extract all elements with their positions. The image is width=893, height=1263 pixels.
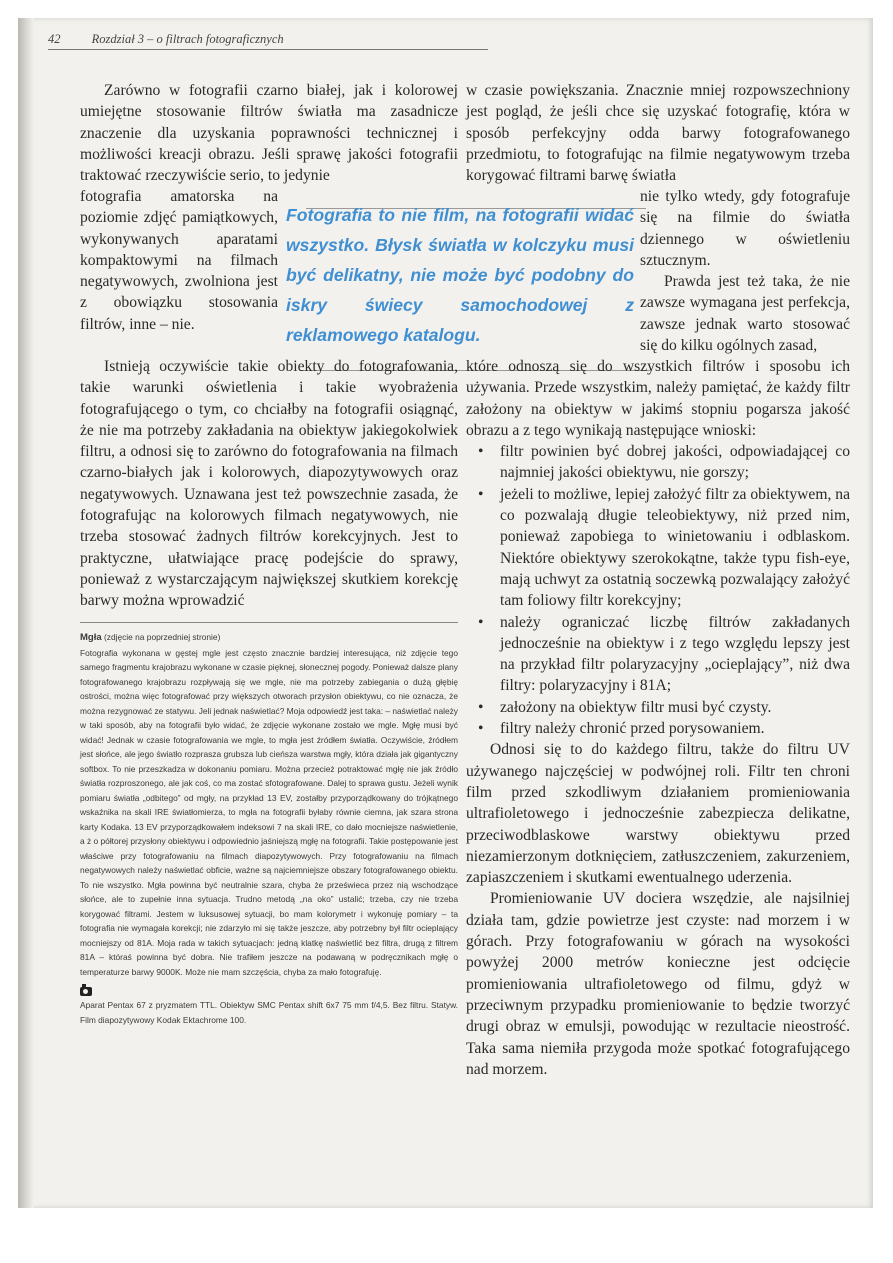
left-column-intro [80, 80, 458, 186]
list-item: • filtr powinien być dobrej jakości, odpowiadającej co najmniej jakości obiektywu, nie gorszy; [466, 441, 850, 484]
caption-divider [80, 622, 458, 623]
main-paragraph-right: które odnoszą się do wszystkich filtrów i sposobu ich używania. Przede wszystkim, należy pamiętać, że każdy filtr założony na obiektyw w jakimś stopniu pogarsza jakość obrazu a z tego wynikają następujące wnioski: [466, 358, 850, 439]
caption-text: Fotografia wykonana w gęstej mgle jest często znacznie bardziej interesująca, niż zdjęcie tego samego fragmentu krajobrazu wykonane w czasie pięknej, słonecznej pogody. Ponieważ dalsze plany fotografowanego krajobrazu rozpływają się we mgle, nie ma potrzeby zabiegania o dużą głębię ostrości, można więc fotografować przy większych otworach przysłon obiektywu, co nie oznacza, że można rezygnować ze statywu. Jeli jednak naświetlać? Moja odpowiedź jest taka: – naświetlać należy w taki sposób, aby na fotografii było widać, że zdjęcie wykonane zostało we mgle. Mgłę musi być widać! Jednak w czasie fotografowania we mgle, to mgła jest źródłem światła. Oczywiście, źródłem jest słońce, ale jego światło rozprasza grubsza lub cieńsza warstwa mgły, która działa jak gigantyczny softbox. To nie przeszkadza w dokonaniu pomiaru. Można przecież potraktować mgłę nie jak źródło światła rozproszonego, ale jak coś, co ma zostać sfotografowane. Dalej to sprawa gustu. Jeżeli wynik pomiaru światła „odbitego” od mgły, na przykład 13 EV, zostałby przyporządkowany do trójkątnego wskaźnika na skali IRE światłomierza, to mgła na fotografii byłaby równie ciemna, jak szara strona karty Kodaka. 13 EV przyporządkowałem indeksowi 7 na skali IRE, co dało mocniejsze naświetlenie, a ż o półtorej przysłony obiektywu i odpowiednio jaśniejszą mgłę na fotografii. Takie postępowanie jest właściwe przy fotografowaniu na filmach diapozytywowych. Przy fotografowaniu na filmach negatywowych należy naświetlać obficie, ważne są najciemniejsze obszary fotografowanego obiektu. To nie wszystko. Mgła powinna być neutralnie szara, chyba że prześwieca przez nią wschodzące słońce, ale to zupełnie inna sytuacja. Trudno metodą „na oko” ustalić; trzeba, czy nie trzeba korygować filtrami. Jestem w luksusowej sytuacji, bo mam kolorymetr i wykonuję pomiary – ta fotografia nie wymagała korekcji; nie zdarzyło mi się także jeszcze, aby potrzebny był filtr ocieplający mocniejszy od 81A. Moja rada w takich sytuacjach: jedną klatkę naświetlić bez filtra, drugą z filtrem 81A – któraś powinna być dobra. Nie trafiłem jeszcze na podawaną w podręcznikach mgłę o temperaturze barwy 9000K. Może nie mam szczęścia, chyba za mało fotografuję. [80, 647, 458, 977]
camera-icon [80, 987, 92, 996]
main-paragraph-left: Istnieją oczywiście takie obiekty do fotografowania, takie warunki oświetlenia i takie wyobrażenia fotografującego o tym, co chciałby na fotografii osiągnąć, że nie ma potrzeby zakładania na obiektyw jakiegokolwiek filtru, a odnosi się to zarówno do fotografowania na filmach czarno-białych jak i kolorowych, diapozytywowych oraz negatywowych. Uznawana jest też powszechnie zasada, że fotografując na kolorowych filmach negatywowych, nie trzeba stosować żadnych filtrów korekcyjnych. Jest to praktyczne, ułatwiające pracę podejście do sprawy, ponieważ z wystarczającym największej skutkiem korekcję barwy można wprowadzić [80, 358, 458, 610]
chapter-title: Rozdział 3 – o filtrach fotograficznych [91, 32, 284, 46]
right-wrap-text [640, 186, 850, 356]
list-item: • jeżeli to możliwe, lepiej założyć filtr za obiektywem, na co pozwalają długie teleobiektywy, niż przed nim, ponieważ zapobiega to winietowaniu i odblaskom. Niektóre obiektywy szerokokątne, także typu fish-eye, mają uchwyt za ostatnią soczewką pozwalający założyć tam foliowy filtr korekcyjny; [466, 484, 850, 612]
photo-caption [80, 630, 458, 1027]
book-page [18, 18, 873, 1208]
right-column-intro [466, 80, 850, 186]
right-column-main [466, 356, 850, 1080]
page-gutter [18, 18, 34, 1208]
camera-info: Aparat Pentax 67 z pryzmatem TTL. Obiektyw SMC Pentax shift 6x7 75 mm f/4,5. Bez filtru. Statyw. Film diapozytywowy Kodak Ektachrome 100. [80, 1000, 458, 1025]
intro-paragraph-left: Zarówno w fotografii czarno białej, jak i kolorowej umiejętne stosowanie filtrów światła ma zasadnicze znaczenie dla uzyskania poprawności technicznej i możliwości kreacji obrazu. Jeśli sprawę jakości fotografii traktować rzeczywiście serio, to jedynie [80, 82, 458, 185]
wrap-paragraph-left: fotografia amatorska na poziomie zdjęć pamiątkowych, wykonywanych aparatami kompaktowymi na filmach negatywowych, zwolniona jest z obowiązku stosowania filtrów, inne – nie. [80, 188, 278, 333]
uv-paragraph: Odnosi się to do każdego filtru, także do filtru UV używanego najczęściej w podwójnej roli. Filtr ten chroni film przed szkodliwym działaniem promieniowania ultrafioletowego i jednocześnie zabezpiecza delikatne, przeciwodblaskowe warstwy obiektywu przed niezamierzonym dotknięciem, zatłuszczeniem, zakurzeniem, zapiaszczeniem i skutkami ewentualnego uderzenia. [466, 741, 850, 887]
wrap-paragraph-right-1: nie tylko wtedy, gdy fotografuje się na filmie do światła dziennego w oświetleniu sztucznym. [640, 188, 850, 269]
left-column-main [80, 356, 458, 612]
page-number: 42 [48, 32, 61, 46]
running-header [48, 32, 488, 50]
wrap-paragraph-right-2: Prawda jest też taka, że nie zawsze wymagana jest perfekcja, zawsze jednak warto stosować się do kilku ogólnych zasad, [640, 273, 850, 355]
caption-title: Mgła [80, 632, 102, 643]
uv-radiation-paragraph: Promieniowanie UV dociera wszędzie, ale najsilniej działa tam, gdzie powietrze jest czyste: nad morzem i w górach. Przy fotografowaniu w górach na wysokości powyżej 2000 metrów konieczne jest odcięcie promieniowania ultrafioletowego od filmu, gdyż w przeciwnym przypadku promieniowanie to będzie tworzyć drugi obraz w emulsji, powodując w rezultacie nieostrość. Taka sama niemiła przygoda może spotkać fotografującego nad morzem. [466, 890, 850, 1078]
list-item: • filtry należy chronić przed porysowaniem. [466, 718, 850, 739]
intro-paragraph-right: w czasie powiększania. Znacznie mniej rozpowszechniony jest pogląd, że jeśli chce się uzyskać fotografię, która w sposób perfekcyjny odda barwy fotografowanego przedmiotu, to fotografując na filmie negatywowym trzeba korygować filtrami barwę światła [466, 82, 850, 185]
caption-subtitle: (zdjęcie na poprzedniej stronie) [103, 632, 221, 642]
rules-list [466, 441, 850, 739]
list-item: • należy ograniczać liczbę filtrów zakładanych jednocześnie na obiektyw i z tego względu lepszy jest na przykład filtr polaryzacyjny „ocieplający”, niż dwa filtry: polaryzacyjny i 81A; [466, 612, 850, 697]
pull-quote: Fotografia to nie film, na fotografii widać wszystko. Błysk światła w kolczyku musi być delikatny, nie może być podobny do iskry świecy samochodowej z reklamowego katalogu. [286, 205, 634, 345]
left-wrap-text [80, 186, 278, 335]
list-item: • założony na obiektyw filtr musi być czysty. [466, 697, 850, 718]
